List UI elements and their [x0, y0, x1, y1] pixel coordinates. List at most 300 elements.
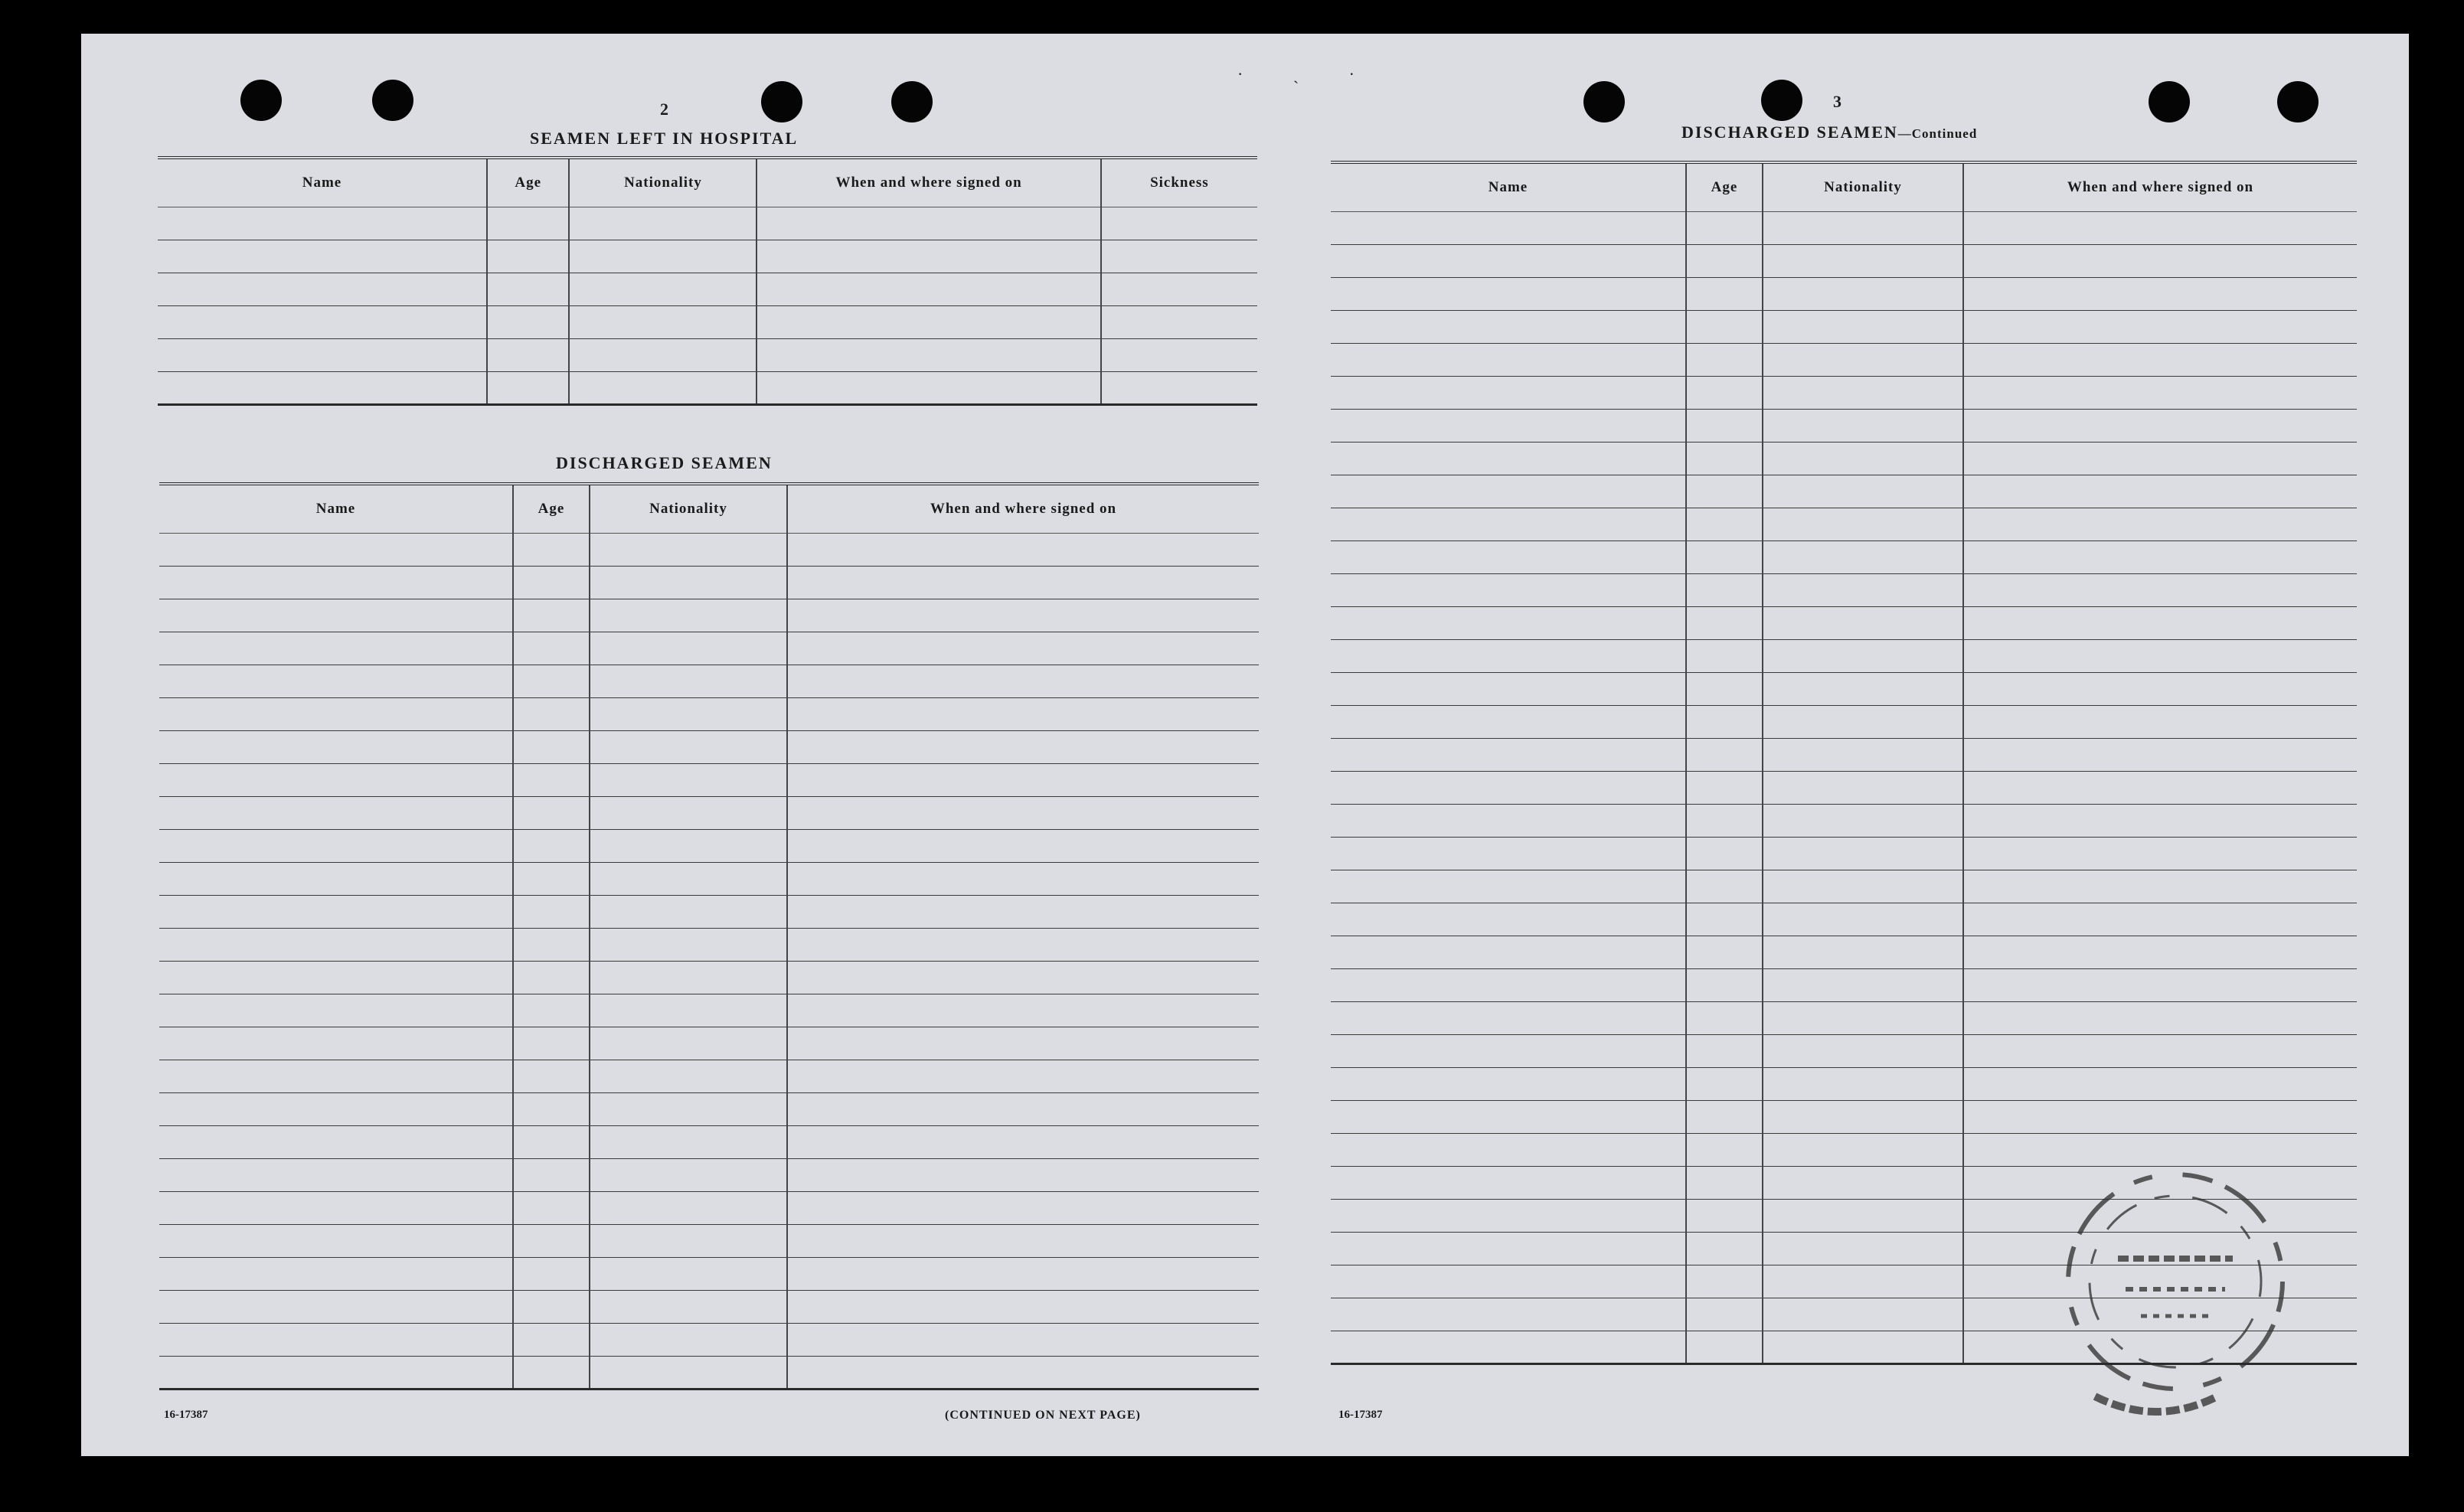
discharged-blank-row	[159, 632, 1259, 665]
discharged-col-header: Nationality	[590, 484, 787, 534]
hospital-blank-cell	[757, 372, 1100, 405]
continued-blank-cell	[1763, 903, 1963, 936]
continued-blank-cell	[1331, 377, 1686, 410]
continued-blank-cell	[1331, 442, 1686, 475]
discharged-blank-cell	[787, 1357, 1259, 1390]
continued-note: (CONTINUED ON NEXT PAGE)	[945, 1409, 1141, 1422]
discharged-blank-cell	[787, 797, 1259, 830]
continued-blank-cell	[1331, 1298, 1686, 1331]
continued-col-header: Name	[1331, 162, 1686, 212]
continued-blank-cell	[1331, 1167, 1686, 1200]
continued-blank-cell	[1686, 245, 1763, 278]
continued-blank-row	[1331, 245, 2357, 278]
discharged-blank-cell	[787, 1093, 1259, 1126]
continued-blank-row	[1331, 903, 2357, 936]
continued-blank-cell	[1686, 1298, 1763, 1331]
continued-blank-cell	[1963, 1134, 2357, 1167]
hospital-blank-cell	[158, 273, 487, 306]
continued-blank-cell	[1686, 969, 1763, 1002]
discharged-blank-cell	[590, 797, 787, 830]
discharged-blank-cell	[513, 534, 590, 567]
hospital-blank-row	[158, 306, 1257, 339]
continued-blank-cell	[1963, 1002, 2357, 1035]
continued-blank-cell	[1763, 574, 1963, 607]
continued-blank-cell	[1331, 475, 1686, 508]
continued-blank-cell	[1763, 1298, 1963, 1331]
continued-col-header: Age	[1686, 162, 1763, 212]
discharged-blank-row	[159, 764, 1259, 797]
continued-blank-cell	[1331, 278, 1686, 311]
continued-title-main: DISCHARGED SEAMEN	[1681, 122, 1898, 142]
discharged-blank-row	[159, 567, 1259, 599]
hospital-blank-cell	[1101, 207, 1257, 240]
continued-blank-cell	[1763, 706, 1963, 739]
discharged-blank-row	[159, 1093, 1259, 1126]
continued-blank-cell	[1686, 1035, 1763, 1068]
continued-blank-cell	[1763, 311, 1963, 344]
continued-blank-cell	[1686, 640, 1763, 673]
hospital-blank-cell	[1101, 273, 1257, 306]
hospital-table	[158, 156, 1257, 406]
discharged-blank-cell	[787, 1027, 1259, 1060]
discharged-blank-cell	[590, 698, 787, 731]
discharged-blank-cell	[590, 1225, 787, 1258]
discharged-blank-row	[159, 665, 1259, 698]
continued-blank-cell	[1686, 344, 1763, 377]
continued-blank-cell	[1686, 574, 1763, 607]
discharged-blank-cell	[590, 1258, 787, 1291]
continued-blank-cell	[1763, 1200, 1963, 1233]
punch-hole	[240, 80, 282, 121]
continued-blank-cell	[1763, 1068, 1963, 1101]
discharged-blank-cell	[787, 599, 1259, 632]
discharged-col-header: Age	[513, 484, 590, 534]
discharged-blank-cell	[513, 896, 590, 929]
continued-blank-cell	[1763, 805, 1963, 838]
continued-blank-cell	[1331, 1035, 1686, 1068]
continued-blank-cell	[1963, 673, 2357, 706]
continued-blank-cell	[1686, 442, 1763, 475]
continued-blank-row	[1331, 442, 2357, 475]
discharged-blank-cell	[513, 567, 590, 599]
continued-blank-row	[1331, 607, 2357, 640]
continued-blank-cell	[1963, 410, 2357, 442]
continued-blank-row	[1331, 838, 2357, 870]
continued-blank-cell	[1963, 640, 2357, 673]
continued-blank-cell	[1963, 739, 2357, 772]
punch-hole	[1583, 81, 1625, 122]
continued-blank-cell	[1686, 1200, 1763, 1233]
continued-blank-cell	[1331, 1134, 1686, 1167]
continued-blank-cell	[1331, 673, 1686, 706]
discharged-blank-cell	[159, 1060, 513, 1093]
discharged-blank-cell	[159, 1357, 513, 1390]
continued-blank-row	[1331, 739, 2357, 772]
continued-blank-row	[1331, 410, 2357, 442]
hospital-blank-cell	[158, 207, 487, 240]
hospital-blank-cell	[1101, 306, 1257, 339]
hospital-blank-row	[158, 207, 1257, 240]
discharged-blank-row	[159, 1291, 1259, 1324]
continued-col-header: Nationality	[1763, 162, 1963, 212]
continued-blank-cell	[1963, 311, 2357, 344]
discharged-blank-row	[159, 929, 1259, 962]
continued-blank-cell	[1963, 278, 2357, 311]
discharged-blank-cell	[513, 1291, 590, 1324]
discharged-blank-cell	[513, 962, 590, 994]
discharged-blank-row	[159, 1192, 1259, 1225]
discharged-blank-cell	[513, 1159, 590, 1192]
discharged-blank-cell	[159, 1159, 513, 1192]
continued-blank-cell	[1763, 936, 1963, 969]
hospital-blank-cell	[569, 372, 757, 405]
continued-blank-cell	[1331, 1101, 1686, 1134]
continued-blank-cell	[1963, 541, 2357, 574]
discharged-blank-cell	[787, 994, 1259, 1027]
discharged-blank-cell	[787, 929, 1259, 962]
discharged-blank-cell	[590, 731, 787, 764]
continued-blank-cell	[1763, 344, 1963, 377]
discharged-blank-row	[159, 1159, 1259, 1192]
continued-blank-cell	[1963, 377, 2357, 410]
continued-blank-row	[1331, 1101, 2357, 1134]
continued-blank-cell	[1331, 311, 1686, 344]
hospital-blank-cell	[1101, 240, 1257, 273]
hospital-section-title: SEAMEN LEFT IN HOSPITAL	[530, 129, 799, 148]
discharged-blank-row	[159, 698, 1259, 731]
discharged-blank-cell	[159, 994, 513, 1027]
continued-title-suffix: —Continued	[1897, 126, 1978, 141]
discharged-blank-cell	[513, 830, 590, 863]
discharged-blank-cell	[590, 1324, 787, 1357]
discharged-blank-cell	[513, 1357, 590, 1390]
continued-blank-cell	[1331, 1265, 1686, 1298]
continued-blank-row	[1331, 311, 2357, 344]
hospital-blank-row	[158, 240, 1257, 273]
discharged-blank-cell	[159, 698, 513, 731]
continued-blank-cell	[1763, 442, 1963, 475]
continued-blank-cell	[1963, 870, 2357, 903]
continued-blank-cell	[1686, 936, 1763, 969]
continued-blank-cell	[1331, 245, 1686, 278]
continued-blank-cell	[1686, 278, 1763, 311]
continued-blank-cell	[1763, 1233, 1963, 1265]
continued-blank-cell	[1686, 1101, 1763, 1134]
continued-blank-cell	[1686, 410, 1763, 442]
discharged-blank-cell	[513, 731, 590, 764]
discharged-blank-cell	[590, 665, 787, 698]
discharged-blank-cell	[787, 1060, 1259, 1093]
discharged-blank-row	[159, 830, 1259, 863]
continued-blank-cell	[1963, 212, 2357, 245]
continued-blank-cell	[1686, 541, 1763, 574]
continued-blank-cell	[1331, 1233, 1686, 1265]
continued-blank-cell	[1686, 377, 1763, 410]
discharged-blank-cell	[513, 632, 590, 665]
continued-blank-cell	[1686, 1068, 1763, 1101]
continued-blank-row	[1331, 805, 2357, 838]
discharged-blank-cell	[787, 534, 1259, 567]
discharged-blank-cell	[787, 1258, 1259, 1291]
continued-blank-row	[1331, 377, 2357, 410]
continued-blank-cell	[1686, 607, 1763, 640]
continued-blank-cell	[1763, 1331, 1963, 1364]
hospital-blank-cell	[158, 339, 487, 372]
discharged-blank-cell	[159, 1258, 513, 1291]
discharged-blank-cell	[787, 1291, 1259, 1324]
discharged-blank-row	[159, 731, 1259, 764]
page-number-right: 3	[1833, 92, 1841, 111]
continued-blank-row	[1331, 640, 2357, 673]
discharged-blank-cell	[159, 567, 513, 599]
continued-blank-cell	[1331, 344, 1686, 377]
discharged-blank-row	[159, 1357, 1259, 1390]
continued-blank-row	[1331, 936, 2357, 969]
discharged-blank-cell	[590, 1027, 787, 1060]
punch-hole	[372, 80, 413, 121]
continued-blank-cell	[1331, 903, 1686, 936]
hospital-col-header: Age	[487, 158, 569, 207]
hospital-blank-cell	[487, 240, 569, 273]
continued-blank-cell	[1763, 508, 1963, 541]
discharged-blank-cell	[159, 863, 513, 896]
continued-blank-row	[1331, 212, 2357, 245]
hospital-blank-cell	[757, 339, 1100, 372]
continued-blank-cell	[1686, 838, 1763, 870]
discharged-blank-row	[159, 797, 1259, 830]
continued-blank-cell	[1963, 245, 2357, 278]
discharged-blank-cell	[513, 665, 590, 698]
continued-blank-cell	[1686, 1167, 1763, 1200]
hospital-blank-cell	[487, 273, 569, 306]
continued-blank-cell	[1331, 508, 1686, 541]
page-number-left: 2	[660, 100, 668, 119]
continued-blank-cell	[1331, 936, 1686, 969]
discharged-blank-cell	[159, 731, 513, 764]
continued-blank-cell	[1686, 508, 1763, 541]
discharged-blank-cell	[513, 764, 590, 797]
postmark-stamp	[2049, 1167, 2302, 1419]
continued-blank-cell	[1963, 1035, 2357, 1068]
continued-blank-cell	[1686, 706, 1763, 739]
discharged-blank-cell	[513, 1324, 590, 1357]
continued-blank-cell	[1331, 212, 1686, 245]
discharged-blank-cell	[787, 1225, 1259, 1258]
discharged-blank-row	[159, 1126, 1259, 1159]
hospital-blank-cell	[757, 240, 1100, 273]
continued-blank-cell	[1963, 607, 2357, 640]
discharged-blank-cell	[787, 698, 1259, 731]
discharged-blank-cell	[590, 534, 787, 567]
hospital-blank-cell	[757, 273, 1100, 306]
punch-hole	[1761, 80, 1802, 121]
discharged-blank-cell	[159, 1093, 513, 1126]
hospital-col-header: Name	[158, 158, 487, 207]
document-sheet	[81, 34, 2409, 1456]
discharged-blank-row	[159, 1027, 1259, 1060]
continued-blank-cell	[1686, 475, 1763, 508]
continued-blank-row	[1331, 1035, 2357, 1068]
discharged-blank-cell	[787, 764, 1259, 797]
continued-blank-cell	[1763, 377, 1963, 410]
discharged-blank-cell	[787, 1324, 1259, 1357]
continued-blank-cell	[1763, 640, 1963, 673]
continued-blank-cell	[1763, 673, 1963, 706]
discharged-blank-cell	[787, 830, 1259, 863]
continued-blank-cell	[1686, 673, 1763, 706]
hospital-blank-cell	[158, 306, 487, 339]
discharged-col-header: When and where signed on	[787, 484, 1259, 534]
form-number-right: 16-17387	[1338, 1409, 1383, 1421]
continued-blank-cell	[1686, 1134, 1763, 1167]
discharged-blank-cell	[787, 896, 1259, 929]
discharged-blank-cell	[590, 1159, 787, 1192]
discharged-blank-cell	[590, 962, 787, 994]
continued-blank-row	[1331, 508, 2357, 541]
punch-hole	[891, 81, 933, 122]
hospital-blank-cell	[757, 306, 1100, 339]
discharged-blank-cell	[159, 962, 513, 994]
continued-blank-cell	[1763, 541, 1963, 574]
continued-blank-cell	[1763, 475, 1963, 508]
discharged-blank-cell	[513, 929, 590, 962]
continued-blank-cell	[1763, 212, 1963, 245]
continued-blank-row	[1331, 1002, 2357, 1035]
discharged-blank-row	[159, 1060, 1259, 1093]
continued-blank-cell	[1963, 1068, 2357, 1101]
discharged-blank-cell	[590, 994, 787, 1027]
continued-blank-row	[1331, 673, 2357, 706]
continued-blank-cell	[1763, 245, 1963, 278]
continued-blank-cell	[1963, 969, 2357, 1002]
continued-blank-row	[1331, 344, 2357, 377]
continued-blank-cell	[1331, 1200, 1686, 1233]
discharged-blank-cell	[513, 1093, 590, 1126]
discharged-blank-cell	[513, 1192, 590, 1225]
discharged-blank-cell	[159, 665, 513, 698]
hospital-blank-cell	[569, 273, 757, 306]
discharged-blank-row	[159, 534, 1259, 567]
continued-blank-cell	[1331, 410, 1686, 442]
discharged-blank-row	[159, 1225, 1259, 1258]
discharged-section-title: DISCHARGED SEAMEN	[556, 453, 773, 472]
continued-blank-cell	[1331, 838, 1686, 870]
hospital-blank-cell	[1101, 372, 1257, 405]
discharged-blank-row	[159, 863, 1259, 896]
continued-blank-row	[1331, 969, 2357, 1002]
discharged-blank-cell	[590, 599, 787, 632]
continued-blank-cell	[1963, 936, 2357, 969]
discharged-blank-cell	[590, 929, 787, 962]
continued-blank-cell	[1963, 574, 2357, 607]
discharged-blank-cell	[590, 764, 787, 797]
continued-blank-cell	[1763, 1265, 1963, 1298]
hospital-blank-cell	[158, 372, 487, 405]
discharged-blank-cell	[590, 632, 787, 665]
discharged-blank-cell	[513, 698, 590, 731]
hospital-blank-cell	[487, 306, 569, 339]
continued-blank-cell	[1963, 475, 2357, 508]
continued-blank-cell	[1763, 1002, 1963, 1035]
continued-blank-cell	[1763, 1167, 1963, 1200]
continued-blank-cell	[1963, 442, 2357, 475]
discharged-blank-cell	[787, 962, 1259, 994]
continued-blank-cell	[1963, 706, 2357, 739]
continued-blank-cell	[1331, 739, 1686, 772]
discharged-blank-cell	[590, 863, 787, 896]
discharged-blank-row	[159, 994, 1259, 1027]
discharged-blank-cell	[159, 1027, 513, 1060]
hospital-blank-cell	[1101, 339, 1257, 372]
continued-blank-cell	[1331, 1068, 1686, 1101]
continued-blank-cell	[1331, 969, 1686, 1002]
discharged-blank-cell	[590, 567, 787, 599]
continued-blank-cell	[1963, 344, 2357, 377]
discharged-blank-cell	[159, 929, 513, 962]
discharged-blank-cell	[513, 1225, 590, 1258]
continued-blank-cell	[1763, 278, 1963, 311]
continued-blank-cell	[1686, 212, 1763, 245]
hospital-col-header: When and where signed on	[757, 158, 1100, 207]
continued-blank-cell	[1331, 1331, 1686, 1364]
continued-blank-cell	[1331, 574, 1686, 607]
continued-blank-cell	[1963, 838, 2357, 870]
discharged-blank-cell	[590, 1060, 787, 1093]
discharged-blank-cell	[590, 896, 787, 929]
hospital-blank-row	[158, 372, 1257, 405]
discharged-blank-cell	[787, 863, 1259, 896]
punch-hole	[2277, 81, 2319, 122]
discharged-blank-cell	[513, 1027, 590, 1060]
continued-col-header: When and where signed on	[1963, 162, 2357, 212]
discharged-blank-cell	[513, 863, 590, 896]
continued-blank-row	[1331, 1134, 2357, 1167]
continued-blank-cell	[1763, 739, 1963, 772]
discharged-blank-cell	[590, 830, 787, 863]
discharged-blank-cell	[787, 1126, 1259, 1159]
discharged-blank-cell	[513, 1258, 590, 1291]
hospital-col-header: Nationality	[569, 158, 757, 207]
punch-hole	[761, 81, 802, 122]
discharged-blank-cell	[159, 830, 513, 863]
continued-blank-cell	[1331, 805, 1686, 838]
continued-blank-cell	[1963, 772, 2357, 805]
continued-blank-cell	[1963, 1101, 2357, 1134]
hospital-blank-row	[158, 339, 1257, 372]
continued-blank-cell	[1331, 541, 1686, 574]
discharged-blank-cell	[159, 1126, 513, 1159]
continued-blank-cell	[1963, 903, 2357, 936]
discharged-blank-cell	[590, 1126, 787, 1159]
discharged-blank-row	[159, 1324, 1259, 1357]
discharged-blank-cell	[787, 1159, 1259, 1192]
discharged-blank-cell	[513, 994, 590, 1027]
continued-blank-cell	[1686, 903, 1763, 936]
discharged-blank-cell	[159, 1192, 513, 1225]
discharged-blank-cell	[159, 896, 513, 929]
continued-blank-cell	[1763, 410, 1963, 442]
continued-blank-cell	[1686, 805, 1763, 838]
discharged-col-header: Name	[159, 484, 513, 534]
discharged-blank-row	[159, 599, 1259, 632]
ink-specks: · ˎ ·	[1237, 64, 1377, 83]
continued-blank-row	[1331, 870, 2357, 903]
hospital-blank-cell	[487, 207, 569, 240]
discharged-blank-cell	[590, 1291, 787, 1324]
discharged-blank-cell	[159, 1225, 513, 1258]
continued-blank-cell	[1763, 772, 1963, 805]
discharged-blank-cell	[590, 1357, 787, 1390]
